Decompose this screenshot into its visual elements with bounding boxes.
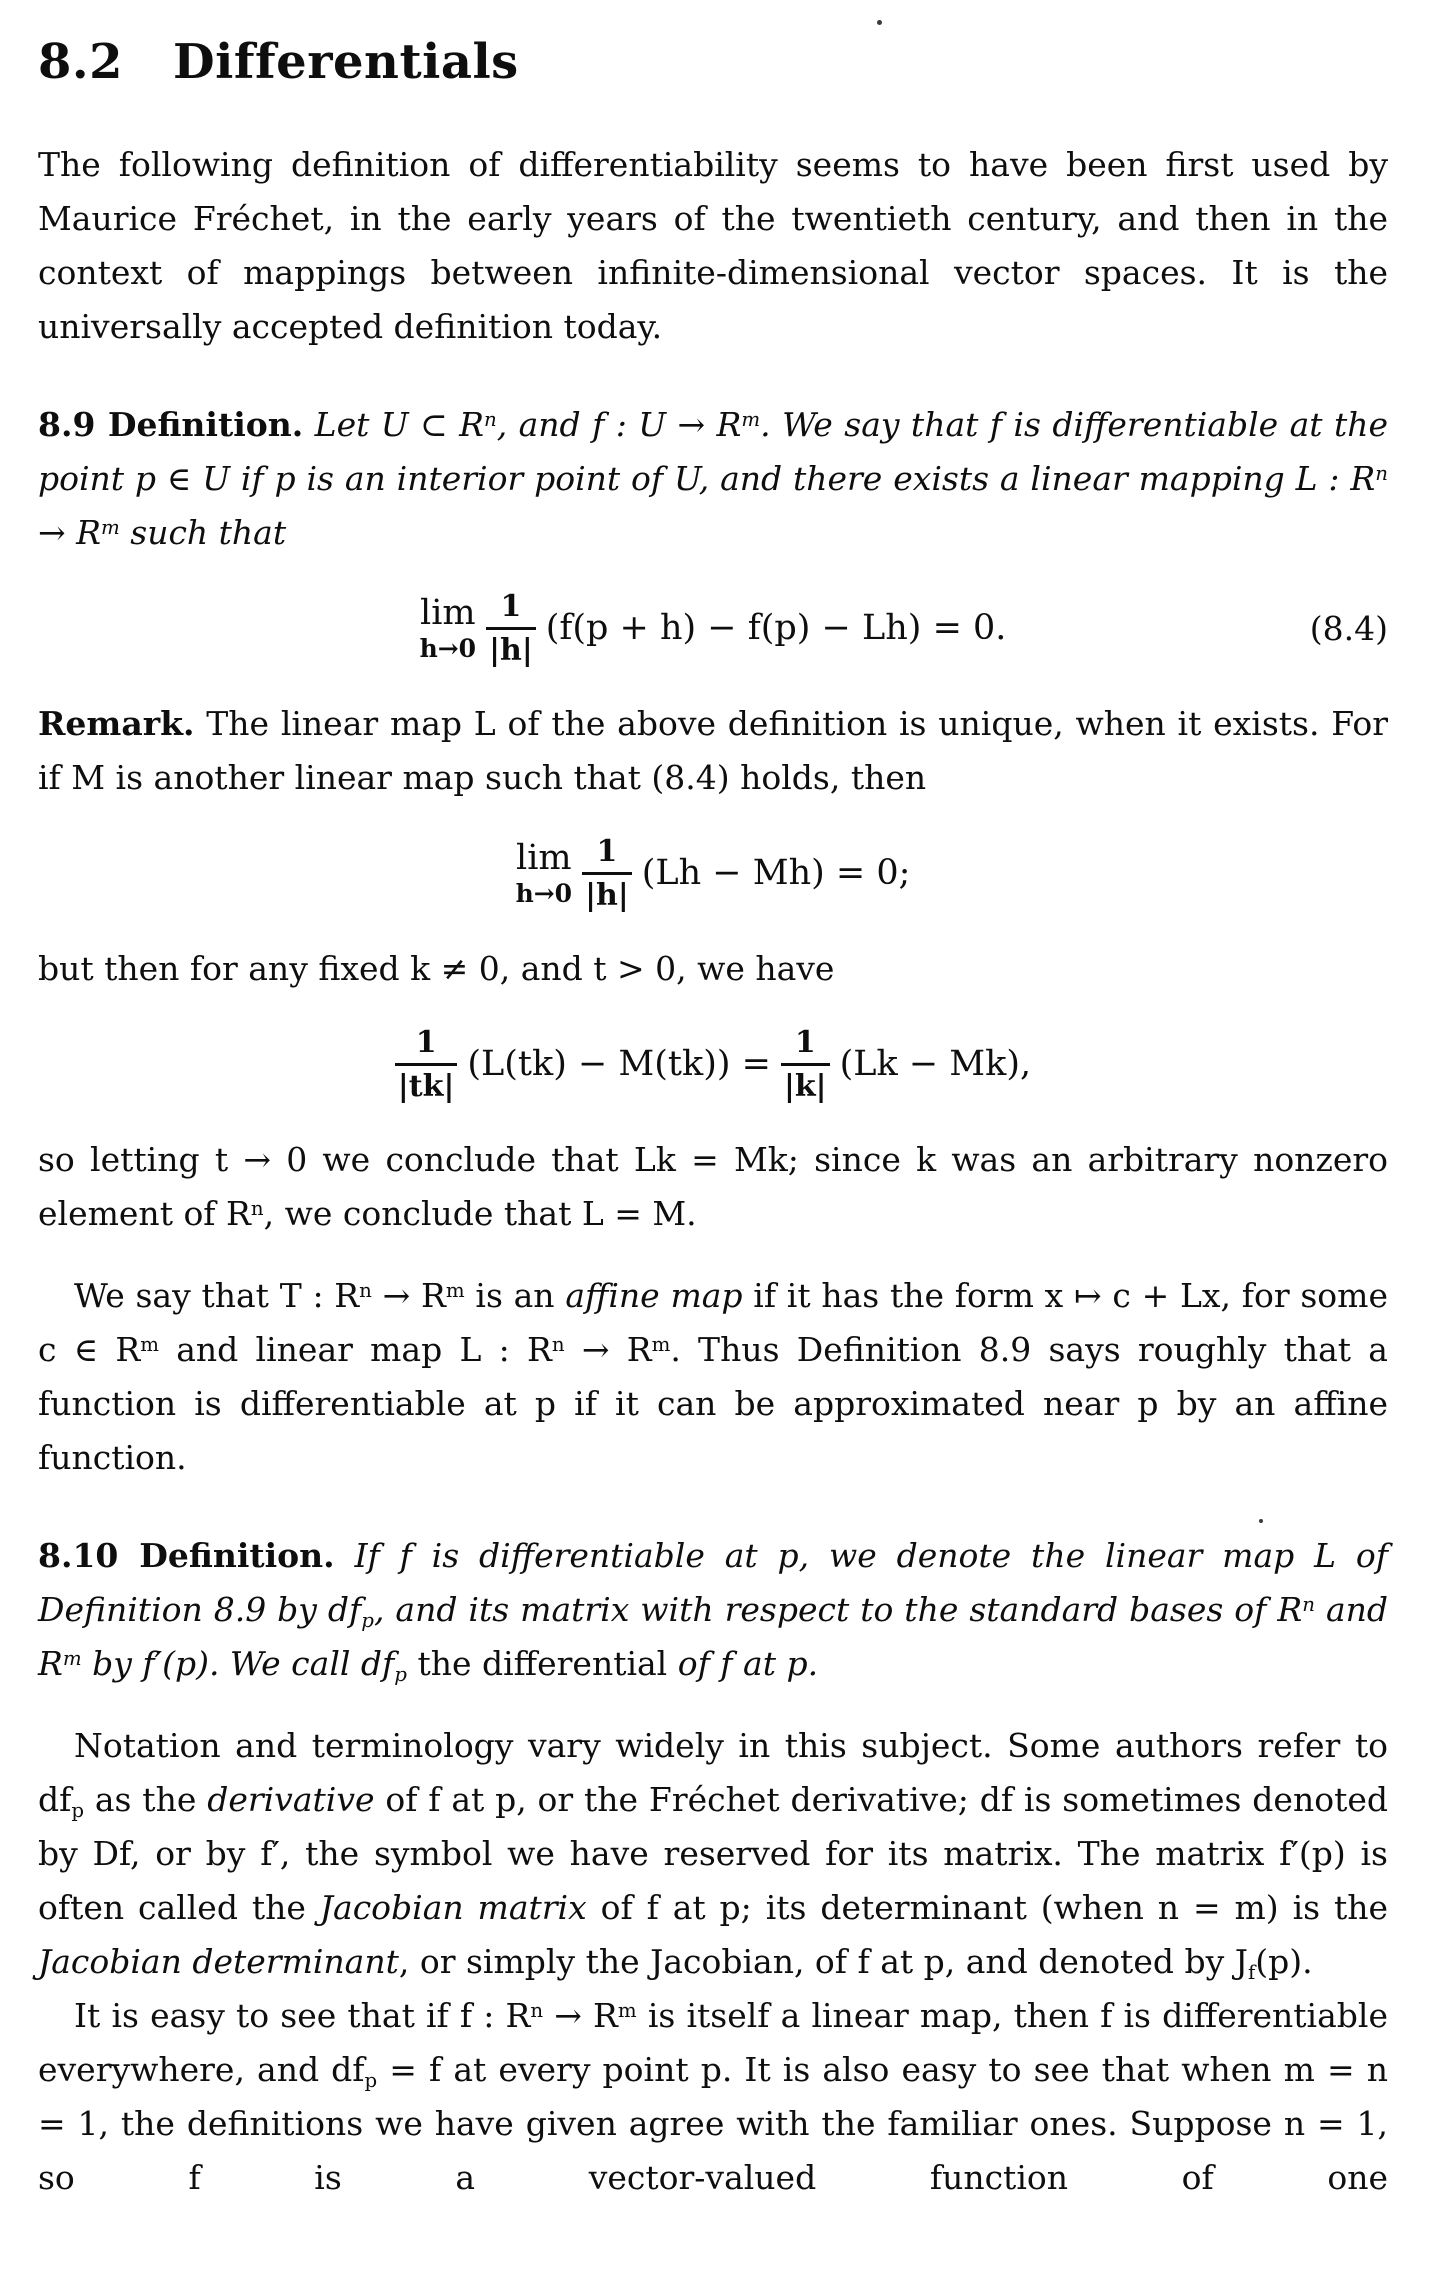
fraction-denominator: |h| xyxy=(489,633,533,668)
fraction-bar xyxy=(395,1063,457,1066)
fraction-numerator: 1 xyxy=(596,834,618,869)
lim-subscript: h→0 xyxy=(419,634,477,663)
lim-subscript: h→0 xyxy=(515,879,573,908)
fraction-numerator: 1 xyxy=(415,1025,437,1060)
equation-number: (8.4) xyxy=(1309,608,1388,648)
section-heading xyxy=(38,34,1388,90)
equation-uniqueness xyxy=(38,835,1388,912)
equation-scaling xyxy=(38,1026,1388,1103)
fraction-denominator: |h| xyxy=(585,878,629,913)
so-letting-paragraph: so letting t → 0 we conclude that Lk = Mk; since k was an arbitrary nonzero element of $R^n$, we conclude that L = M. xyxy=(38,1140,1388,1233)
affine-map-paragraph: We say that T : $R^n \to R^m$ is an affine map if it has the form x ↦ c + Lx, for some c ∈ $R^m$ and linear map L : $R^n \to R^m$. Thus Definition 8.9 says roughly that a function is differentiable at p if it can be approximated near p by an affine function. xyxy=(38,1276,1388,1477)
fraction xyxy=(395,1026,457,1103)
lim-text: lim xyxy=(420,593,476,633)
lim-text: lim xyxy=(516,838,572,878)
fraction-denominator: |tk| xyxy=(397,1069,455,1104)
fraction-denominator: |k| xyxy=(783,1069,827,1104)
notation-paragraph: Notation and terminology vary widely in this subject. Some authors refer to $df_p$ as the derivative of f at p, or the Fréchet derivative; df is sometimes denoted by Df, or by f′, the symbol we have reserved for its matrix. The matrix f′(p) is often called the Jacobian matrix of f at p; its determinant (when n = m) is the Jacobian determinant, or simply the Jacobian, of f at p, and denoted by $J_f(p)$. xyxy=(38,1726,1389,1985)
linear-map-paragraph: It is easy to see that if f : $R^n \to R^m$ is itself a linear map, then f is differentiable everywhere, and $df_p = f$ at every point p. It is also easy to see that when m = n = 1, the definitions we have given agree with the familiar ones. Suppose n = 1, so f is a vector-valued function of one xyxy=(38,1996,1388,2197)
limit-operator xyxy=(419,593,477,663)
definition-8-9-label: 8.9 Definition. xyxy=(38,405,304,444)
but-then-paragraph: but then for any fixed k ≠ 0, and t > 0, we have xyxy=(38,949,835,988)
fraction-numerator: 1 xyxy=(794,1025,816,1060)
fraction xyxy=(582,835,632,912)
equation-body: (Lk − Mk), xyxy=(839,1044,1032,1085)
fraction-numerator: 1 xyxy=(500,589,522,624)
remark-paragraph xyxy=(38,697,1388,805)
intro-paragraph: The following definition of differentiability seems to have been first used by Maurice Fréchet, in the early years of the twentieth century, and then in the context of mappings between infinite-dimensional vector spaces. It is the universally accepted definition today. xyxy=(38,145,1388,346)
section-title: Differentials xyxy=(173,34,519,90)
equation-8-4 xyxy=(38,590,1388,667)
fraction-bar xyxy=(582,872,632,875)
remark-body: The linear map L of the above definition is unique, when it exists. For if M is another linear map such that (8.4) holds, then xyxy=(38,704,1388,797)
equation-body: (L(tk) − M(tk)) = xyxy=(467,1044,771,1085)
scan-speck xyxy=(877,20,882,25)
fraction-bar xyxy=(486,627,536,630)
equation-body: (Lh − Mh) = 0; xyxy=(641,853,911,894)
definition-8-10-label: 8.10 Definition. xyxy=(38,1536,335,1575)
scan-speck xyxy=(1259,1519,1263,1523)
remark-label: Remark. xyxy=(38,704,195,743)
definition-8-9-body: Let U ⊂ $R^n$, and f : $U \to R^m$. We say that f is differentiable at the point p ∈ U if p is an interior point of U, and there exists a linear mapping L : $R^n \to R^m$ such that xyxy=(38,405,1388,552)
definition-8-10-body: If f is differentiable at p, we denote the linear map L of Definition 8.9 by $df_p$, and its matrix with respect to the standard bases of $R^n$ and $R^m$ by f′(p). We call $df_p$ the differential of f at p. xyxy=(38,1536,1388,1687)
equation-body: (f(p + h) − f(p) − Lh) = 0. xyxy=(545,608,1007,649)
limit-operator xyxy=(515,838,573,908)
fraction-bar xyxy=(781,1063,830,1066)
definition-8-9 xyxy=(38,398,1388,560)
definition-8-10 xyxy=(38,1529,1388,1691)
fraction xyxy=(486,590,536,667)
section-number: 8.2 xyxy=(38,34,124,90)
fraction xyxy=(781,1026,830,1103)
